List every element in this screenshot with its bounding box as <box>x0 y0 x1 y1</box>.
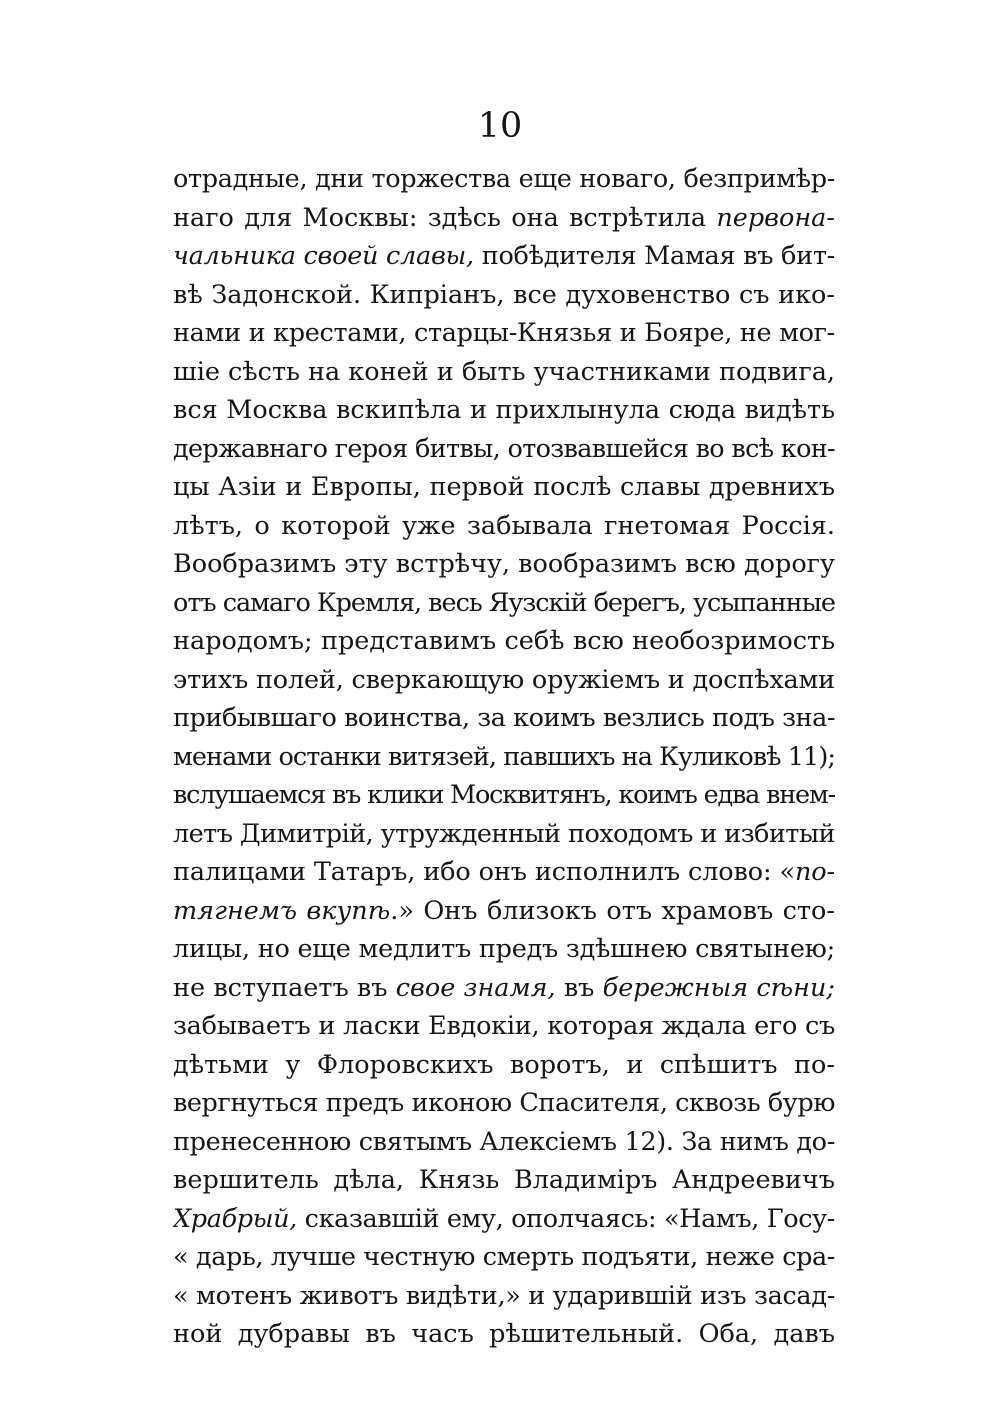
text-line <box>173 853 835 892</box>
italic-segment: чальника своей славы, <box>173 241 474 271</box>
text-segment: вершитель дѣла, Князь Владиміръ Андреевичъ <box>173 1165 835 1195</box>
text-line <box>173 468 835 507</box>
text-line <box>173 1084 835 1123</box>
text-line <box>173 507 835 546</box>
text-segment: « мотенъ животъ видѣти,» и ударившій изъ засад- <box>173 1280 835 1311</box>
text-segment: вся Москва вскипѣла и прихлынула сюда видѣть <box>173 395 835 425</box>
text-line <box>173 699 835 738</box>
text-line <box>173 276 835 315</box>
text-segment: въ <box>555 972 603 1003</box>
text-segment: ной дубравы въ часъ рѣшительный. Оба, давъ <box>173 1319 835 1349</box>
text-line <box>173 1123 835 1162</box>
text-segment: палицами Татаръ, ибо онъ исполнилъ слово: « <box>173 857 795 887</box>
text-line <box>173 1315 835 1354</box>
text-line <box>173 661 835 700</box>
text-line <box>173 391 835 430</box>
text-segment: вѣ Задонской. Кипріанъ, все духовенство съ ико- <box>173 279 835 310</box>
italic-segment: бережныя сѣни; <box>602 972 835 1003</box>
text-line <box>173 353 835 392</box>
text-segment: вергнуться предъ иконою Спасителя, сквозь бурю <box>173 1088 835 1118</box>
text-line <box>173 1277 835 1316</box>
text-line <box>173 622 835 661</box>
text-line <box>173 815 835 854</box>
text-segment: этихъ полей, сверкающую оружіемъ и доспѣхами <box>173 664 835 695</box>
text-segment: лицы, но еще медлитъ предъ здѣшнею святынею; <box>173 934 835 964</box>
text-line <box>173 738 835 777</box>
text-segment: Вообразимъ эту встрѣчу, вообразимъ всю дорогу <box>173 549 835 579</box>
text-segment: народомъ; представимъ себѣ всю необозримость <box>173 626 835 656</box>
text-line <box>173 930 835 969</box>
text-line <box>173 199 835 238</box>
text-segment: нами и крестами, старцы-Князья и Бояре, не мог- <box>173 318 835 348</box>
text-line <box>173 1046 835 1085</box>
text-line <box>173 1161 835 1200</box>
text-segment: забываетъ и ласки Евдокіи, которая ждала его съ <box>173 1011 835 1041</box>
text-segment: летъ Димитрій, утружденный походомъ и избитый <box>173 818 835 849</box>
italic-segment: первона- <box>716 202 835 233</box>
text-line <box>173 892 835 931</box>
text-segment: » Онъ близокъ отъ храмовъ сто- <box>398 895 835 926</box>
text-line <box>173 545 835 584</box>
italic-segment: тягнемъ вкупѣ. <box>173 895 399 926</box>
text-segment: побѣдителя Мамая въ бит- <box>473 241 835 271</box>
italic-segment: свое знамя, <box>395 972 556 1003</box>
text-segment: шіе сѣсть на коней и быть участниками подвига, <box>173 356 835 387</box>
text-line <box>173 776 835 815</box>
body-text <box>173 160 835 1354</box>
text-line <box>173 1238 835 1277</box>
text-segment: вслушаемся въ клики Москвитянъ, коимъ едва внем- <box>173 780 835 810</box>
text-segment: не вступаетъ въ <box>173 972 396 1003</box>
text-segment: цы Азіи и Европы, первой послѣ славы древнихъ <box>173 472 835 502</box>
text-line <box>173 584 835 623</box>
text-segment: наго для Москвы: здѣсь она встрѣтила <box>173 202 717 233</box>
text-line <box>173 1007 835 1046</box>
text-segment: дѣтьми у Флоровскихъ воротъ, и спѣшитъ по- <box>173 1049 835 1080</box>
text-line <box>173 160 835 199</box>
text-line <box>173 430 835 469</box>
text-segment: « дарь, лучше честную смерть подъяти, неже сра- <box>173 1242 835 1272</box>
text-line <box>173 969 835 1008</box>
page-number: 10 <box>477 106 523 146</box>
text-segment: отрадные, дни торжества еще новаго, безпримѣр- <box>173 164 835 194</box>
text-line <box>173 1200 835 1239</box>
text-segment: лѣтъ, о которой уже забывала гнетомая Россія. <box>173 510 835 541</box>
text-segment: отъ самаго Кремля, весь Яузскій берегъ, усыпанные <box>173 587 835 618</box>
italic-segment: Храбрый, <box>173 1203 297 1234</box>
text-segment: менами останки витязей, павшихъ на Куликовѣ 11); <box>173 741 835 772</box>
italic-segment: по- <box>794 857 835 887</box>
text-segment: пренесенною святымъ Алексіемъ 12). За нимъ до- <box>173 1126 835 1157</box>
text-line <box>173 314 835 353</box>
text-segment: прибывшаго воинства, за коимъ везлись подъ зна- <box>173 703 835 733</box>
text-line <box>173 237 835 276</box>
text-segment: державнаго героя битвы, отозвавшейся во всѣ кон- <box>173 433 835 464</box>
text-segment: сказавшій ему, ополчаясь: «Намъ, Госу- <box>296 1203 835 1234</box>
